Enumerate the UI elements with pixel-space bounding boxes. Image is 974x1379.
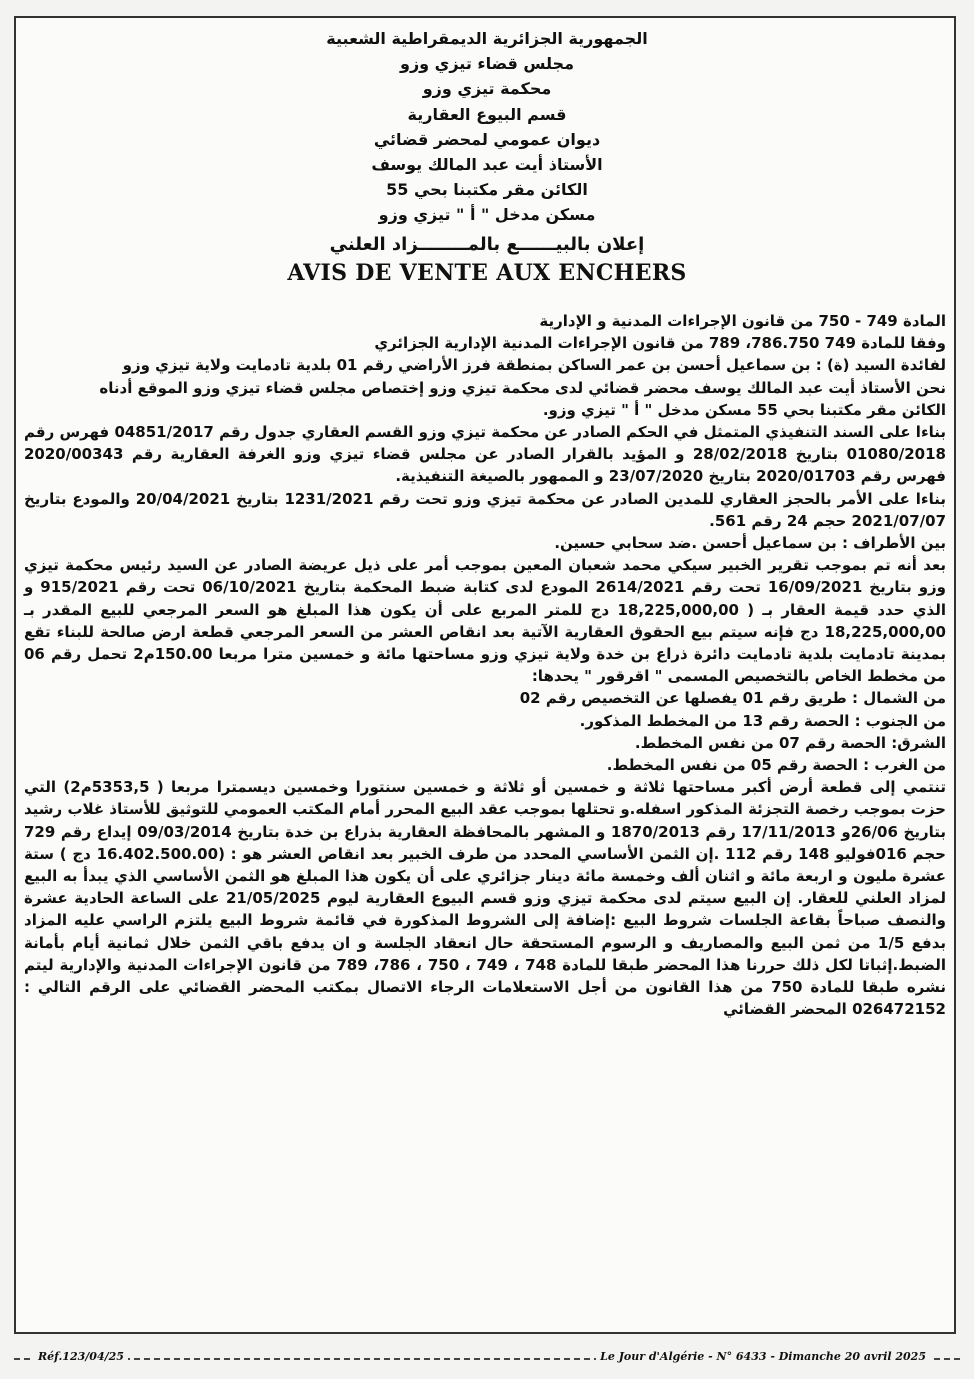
body-paragraph: تنتمي إلى قطعة أرض أكبر مساحتها ثلاثة و خمسين أو ثلاثة و خمسين سنتورا وخمسين ديسمترا مربعا ( 5353,5م2) التي حزت بموجب رخصة التجزئة المذكور اسفله.و تحتلها بموجب عقد البيع المحرر أمام المكتب العمومي للتوثيق للأستاذ غلاب رشيد بتاريخ 26/06و 17/11/2013 رقم 1870/2013 و المشهر بالمحافظة العقارية بذراع بن خدة بتاريخ 09/03/2014 إيداع رقم 729 حجم 016فوليو 148 رقم 112 .إن الثمن الأساسي المحدد من طرف الخبير بعد انقاص العشر هو : (16.402.500.00 دج ) ستة عشرة مليون و اربعة مائة و اثنان ألف وخمسة مائة دينار جزائري على أن يكون هذا المبلغ هو الثمن الأساسي الذي يبدأ به البيع لمزاد العلني للعقار. إن البيع سيتم لدى محكمة تيزي وزو قسم البيوع العقارية ليوم 21/05/2025 على الساعة الحادية عشرة والنصف صباحاً بقاعة الجلسات شروط البيع :إضافة إلى الشروط المذكورة في قائمة شروط البيع يلتزم الراسي عليه المزاد بدفع 1/5 من ثمن البيع والمصاريف و الرسوم المستحقة حال انعقاد الجلسة و ان يدفع باقي الثمن خلال ثمانية أيام بأمانة الضبط.إثباتا لكل ذلك حررنا هذا المحضر طبقا للمادة 748 ، 749 ، 750 ، 786، 789 من قانون الإجراءات المدنية والإدارية ليتم نشره طبقا للمادة 750 من هذا القانون من أجل الاستعلامات الرجاء الاتصال بمكتب المحضر القضائي على الرقم التالي : 026472152 المحضر القضائي: [24, 778, 947, 1019]
notice-header: [0, 26, 974, 286]
body-paragraph: بناءا على السند التنفيذي المتمثل في الحكم الصادر عن محكمة تيزي وزو القسم العقاري جدول رقم 04851/2017 فهرس رقم 01080/2018 بتاريخ 28/02/2018 و المؤيد بالقرار الصادر عن مجلس قضاء تيزي وزو الغرفة العقارية رقم 2020/00343 فهرس رقم 2020/01703 بتاريخ 23/07/2020 و الممهور بالصيغة التنفيذية.: [24, 423, 947, 486]
header-line: الأستاذ أيت عبد المالك يوسف: [371, 155, 603, 175]
body-paragraph: من الشمال : طريق رقم 01 يفصلها عن التخصيص رقم 02: [519, 689, 946, 708]
publication-line: Le Jour d'Algérie - N° 6433 - Dimanche 20 avril 2025: [596, 1350, 930, 1363]
body-paragraph: المادة 749 - 750 من قانون الإجراءات المدنية و الإدارية: [539, 312, 946, 330]
body-paragraph: الشرق: الحصة رقم 07 من نفس المخطط.: [634, 733, 946, 752]
announcement-arabic: إعلان بالبيــــــع بالمــــــــزاد العلني: [329, 233, 645, 255]
header-line: مسكن مدخل " أ " تيزي وزو: [378, 205, 596, 225]
body-paragraph: الكائن مقر مكتبنا بحي 55 مسكن مدخل " أ " تيزي وزو.: [542, 400, 946, 419]
announcement-french: AVIS DE VENTE AUX ENCHERS: [287, 259, 687, 286]
body-paragraph: نحن الأستاذ أيت عبد المالك يوسف محضر قضائي لدى محكمة تيزي وزو إختصاص مجلس قضاء تيزي وزو الموقع أدناه: [99, 378, 946, 397]
header-line: مجلس قضاء تيزي وزو: [400, 54, 574, 74]
notice-body: [24, 310, 946, 1021]
header-line: ديوان عمومي لمحضر قضائي: [373, 129, 601, 149]
reference-number: Réf.123/04/25: [34, 1350, 128, 1363]
body-paragraph: بين الأطراف : بن سماعيل أحسن .ضد سحابي حسين.: [554, 534, 946, 553]
body-paragraph: بعد أنه تم بموجب تقرير الخبير سيكي محمد شعبان المعين بموجب أمر على ذيل عريضة الصادر عن السيد رئيس محكمة تيزي وزو بتاريخ 16/09/2021 تحت رقم 2614/2021 المودع لدى كتابة ضبط المحكمة بتاريخ 06/10/2021 تحت رقم 915/2021 و الذي حدد قيمة العقار بـ ( 18,225,000,00 دج للمتر المربع على أن يكون هذا المبلغ هو السعر المرجعي للبيع المقدر بـ 18,225,000,00 دج فإنه سيتم بيع الحقوق العقارية الآتية بعد انقاص العشر من السعر المرجعي قطعة ارض صالحة للبناء تقع بمدينة تادمايت بلدية تادمايت دائرة ذراع بن خدة ولاية تيزي وزو مساحتها مائة و خمسين مترا مربعا 150.00م2 تحمل رقم 06 من مخطط الخاص بالتخصيص المسمى " اقرقور " يحدها:: [24, 556, 946, 686]
header-line: الجمهورية الجزائرية الديمقراطية الشعبية: [326, 29, 648, 48]
body-paragraph: لفائدة السيد (ة) : بن سماعيل أحسن بن عمر الساكن بمنطقة فرز الأراضي رقم 01 بلدية تادمايت ولاية تيزي وزو: [122, 356, 946, 375]
body-paragraph: من الجنوب : الحصة رقم 13 من المخطط المذكور.: [579, 711, 946, 730]
header-line: محكمة تيزي وزو: [422, 79, 552, 99]
body-paragraph: وفقا للمادة 749 786.750، 789 من قانون الإجراءات المدنية الإدارية الجزائري: [374, 334, 946, 353]
header-line: الكائن مقر مكتبنا بحي 55: [386, 180, 588, 200]
header-line: قسم البيوع العقارية: [407, 104, 567, 124]
body-paragraph: بناءا على الأمر بالحجز العقاري للمدين الصادر عن محكمة تيزي وزو تحت رقم 1231/2021 بتاريخ 20/04/2021 والمودع بتاريخ 2021/07/07 حجم 24 رقم 561.: [24, 489, 946, 530]
body-paragraph: من الغرب : الحصة رقم 05 من نفس المخطط.: [606, 756, 946, 775]
